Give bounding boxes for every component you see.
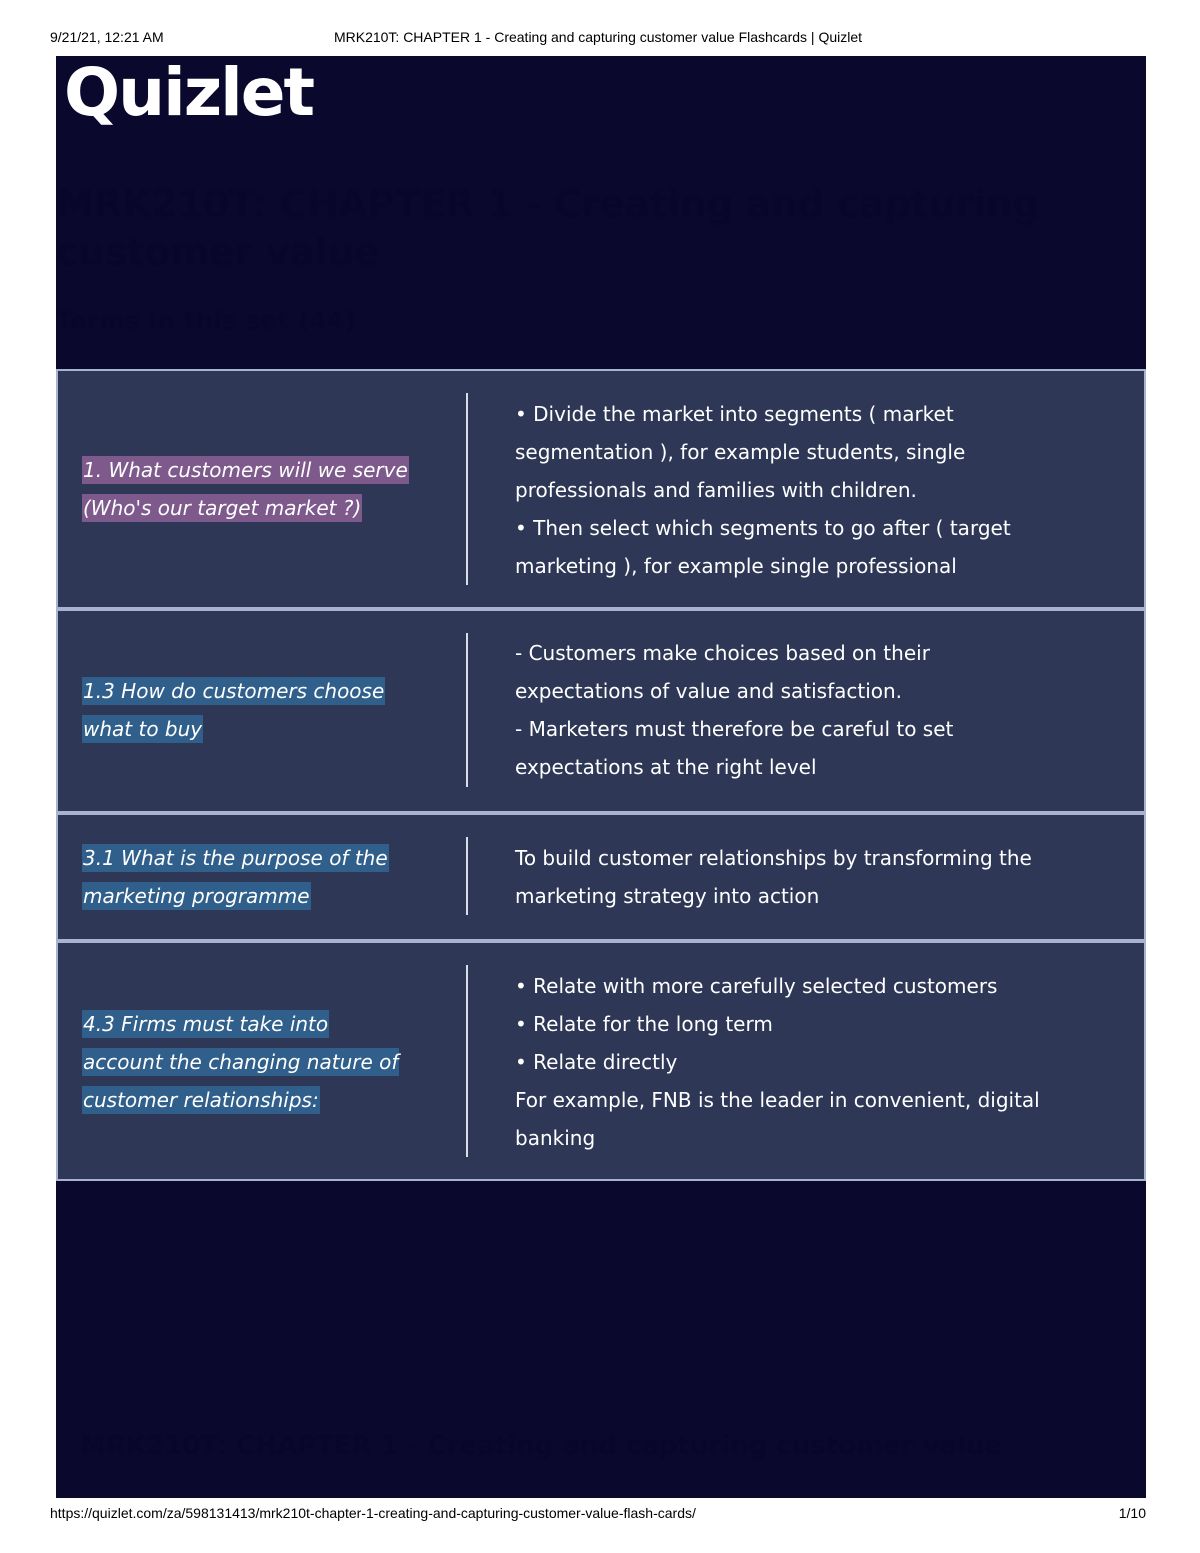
print-date: 9/21/21, 12:21 AM [50,29,164,45]
definition-line: banking [515,1126,596,1150]
flashcard[interactable] [56,813,1146,941]
quizlet-logo[interactable]: Quizlet [64,56,314,131]
definition-line: For example, FNB is the leader in convenient, digital [515,1088,1040,1112]
definition-line: segmentation ), for example students, single [515,440,966,464]
flashcard-definition [515,967,1095,1157]
flashcard-term [82,1005,427,1119]
term-line: account the changing nature of [83,1050,399,1074]
definition-line: marketing ), for example single professional [515,554,957,578]
print-page-number: 1/10 [1118,1505,1146,1521]
term-line: 4.3 Firms must take into [83,1012,329,1036]
definition-line: marketing strategy into action [515,884,820,908]
card-divider [466,633,468,787]
flashcard-term [82,451,427,527]
card-divider [466,837,468,915]
definition-line: • Relate with more carefully selected customers [515,974,998,998]
flashcard[interactable] [56,609,1146,813]
definition-line: • Relate directly [515,1050,678,1074]
card-divider [466,393,468,585]
term-line: 3.1 What is the purpose of the [83,846,388,870]
flashcard-definition [515,839,1095,915]
definition-line: • Divide the market into segments ( market [515,402,954,426]
definition-line: • Then select which segments to go after ( target [515,516,1011,540]
print-header [50,29,1146,49]
definition-line: - Customers make choices based on their [515,641,930,665]
definition-line: • Relate for the long term [515,1012,773,1036]
print-footer [50,1505,1146,1525]
flashcard-term [82,839,427,915]
flashcard-term [82,672,427,748]
flashcard[interactable] [56,941,1146,1181]
term-line: marketing programme [83,884,310,908]
flashcard-definition [515,395,1095,585]
term-line: 1. What customers will we serve [83,458,408,482]
terms-count-heading: Terms in this set (44) [56,306,356,335]
bottom-set-title: MRK210T: CHAPTER 1 - Creating and capturing customer value [80,1431,1003,1461]
print-document-title: MRK210T: CHAPTER 1 - Creating and capturing customer value Flashcards | Quizlet [333,29,863,45]
set-title: MRK210T: CHAPTER 1 - Creating and capturing customer value [56,182,1040,274]
term-line: 1.3 How do customers choose [83,679,385,703]
definition-line: professionals and families with children. [515,478,917,502]
definition-line: expectations of value and satisfaction. [515,679,903,703]
definition-line: expectations at the right level [515,755,817,779]
definition-line: - Marketers must therefore be careful to set [515,717,954,741]
print-url[interactable]: https://quizlet.com/za/598131413/mrk210t-chapter-1-creating-and-capturing-customer-value-flash-cards/ [50,1505,696,1521]
term-line: customer relationships: [83,1088,319,1112]
definition-line: To build customer relationships by transforming the [515,846,1032,870]
flashcard[interactable] [56,369,1146,609]
term-line: what to buy [83,717,203,741]
term-line: (Who's our target market ?) [83,496,362,520]
header-section [56,56,1146,369]
quizlet-page [56,56,1146,1498]
card-divider [466,965,468,1157]
flashcard-definition [515,634,1095,786]
